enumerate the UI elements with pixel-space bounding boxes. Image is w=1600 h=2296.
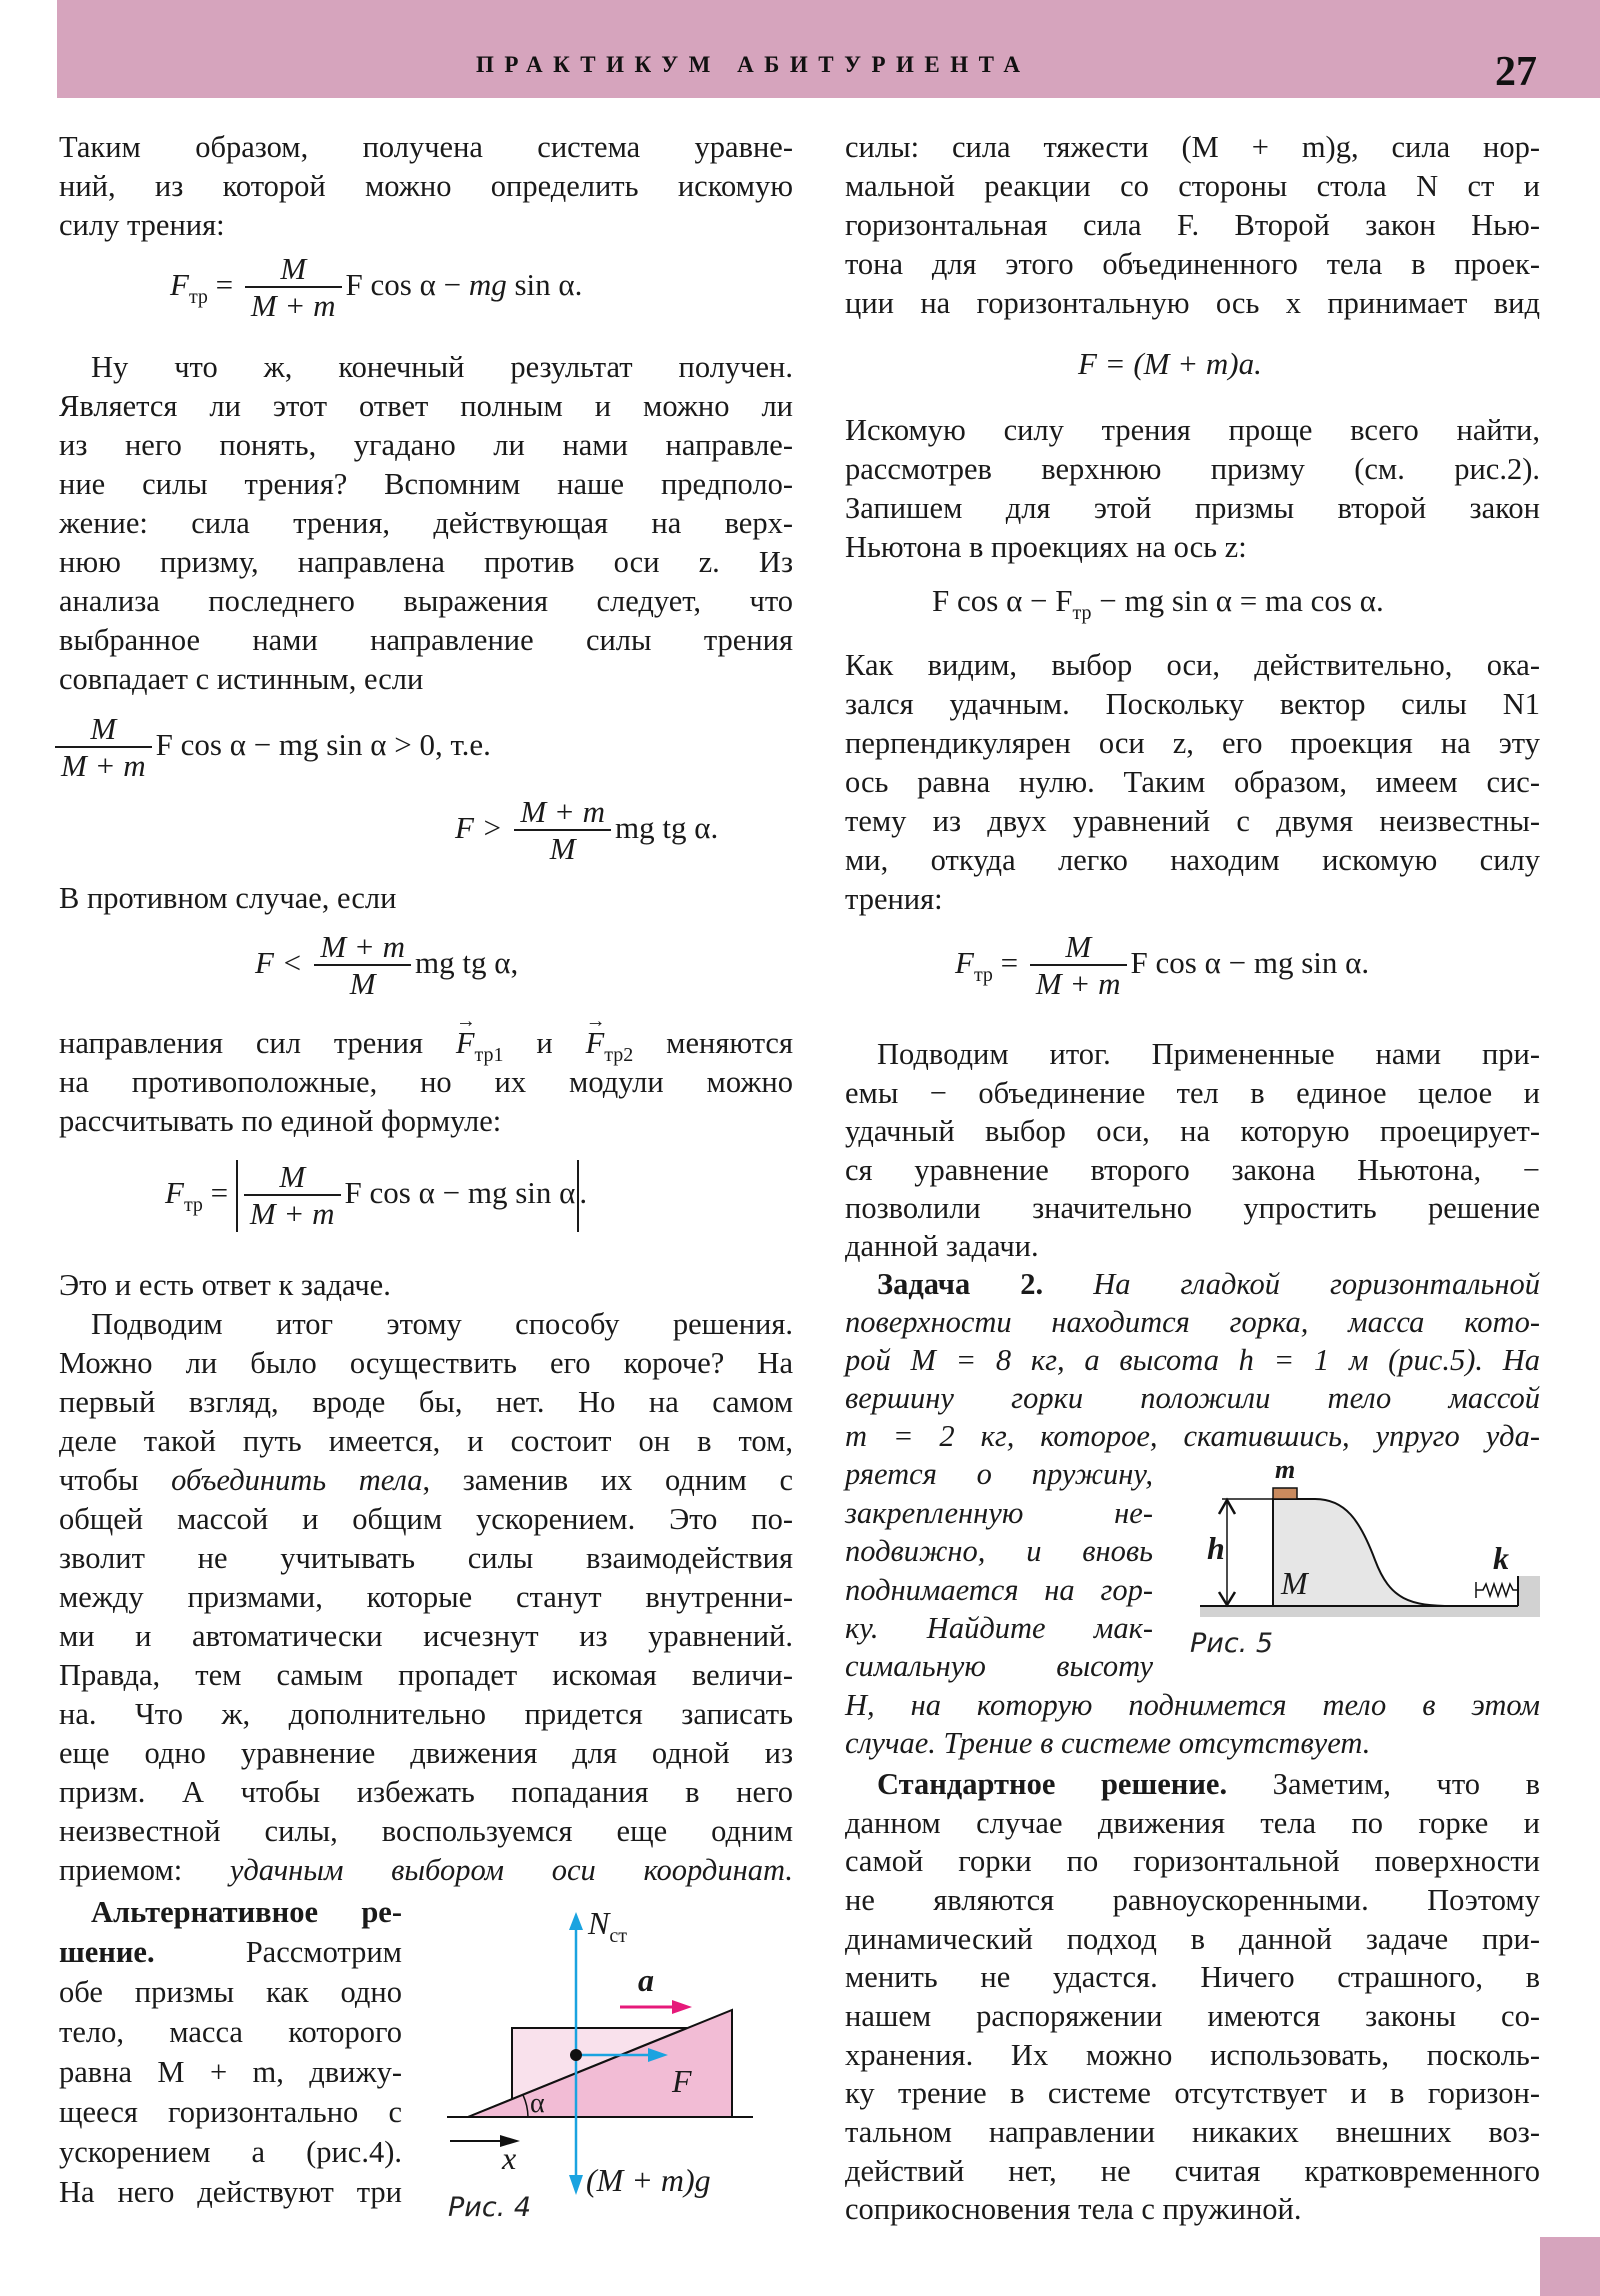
equation-friction: $F_{тр}$ = $\frac{M}{M + m}$ F cos α − mg sin α. [170,251,583,323]
text-line: жение: сила трения, действующая на верх- [59,506,793,540]
eq-rest: sin α. [506,267,583,303]
text-span: меняются [633,1026,793,1060]
page-number: 27 [1495,49,1537,95]
text-line: горизонтальная сила F. Второй закон Нью- [845,208,1540,242]
text-line: H, на которую поднимется тело в этом [845,1688,1540,1722]
numerator: M [279,1159,306,1194]
text-line: на. Что ж, дополнительно придется записать [59,1697,793,1731]
text-line: закрепленную не- [845,1496,1153,1530]
text-line: силу трения: [59,208,225,242]
text-span: , заменив их одним с [422,1463,793,1497]
text-line: ми и автоматически исчезнут из уравнений. [59,1619,793,1653]
label-normal-force [588,1905,627,1948]
text-line: еще одно уравнение движения для одной из [59,1736,793,1770]
text-line: данном случае движения тела по горке и [845,1806,1540,1840]
fraction [244,1160,341,1232]
text-line: самой горки по горизонтальной поверхности [845,1844,1540,1878]
eq-lhs: F < [255,945,303,981]
inequality-3 [255,930,518,1002]
text-span: Рассмотрим [245,1935,402,1969]
eq-subscript: тр [188,286,208,309]
bold-heading: шение. [59,1935,155,1969]
text-line: общей массой и общим ускорением. Это по- [59,1502,793,1536]
text-line: Подводим итог. Примененные нами при- [877,1037,1540,1071]
text-line: равна M + m, движу- [59,2055,402,2089]
header-title: ПРАКТИКУМ АБИТУРИЕНТА [476,52,1031,77]
text-line: неизвестной силы, воспользуемся еще одним [59,1814,793,1848]
text-line: поднимается на гор- [845,1573,1153,1607]
label-force: F [672,2063,692,2099]
numerator: M [280,251,307,286]
numerator: M [1065,929,1092,964]
vector-symbol: → F [456,1025,475,1061]
text-span: и [503,1026,586,1060]
text-line: мальной реакции со стороны стола N ст и [845,169,1540,203]
text-line: Искомую силу трения проще всего найти, [845,413,1540,447]
text-line: m = 2 кг, которое, скатившись, упруго уда- [845,1419,1540,1453]
text-line: Является ли этот ответ полным и можно ли [59,389,793,423]
figure-5-caption: Рис. 5 [1190,1628,1274,1659]
page-corner-tab [1540,2237,1600,2296]
eq-rest: F cos α − [345,267,469,303]
figure-4-caption: Рис. 4 [448,2192,532,2223]
label-spring-constant: k [1493,1540,1509,1576]
text-line: Ньютона в проекциях на ось z: [845,530,1247,564]
text-line [59,1025,793,1066]
text-line: Ну что ж, конечный результат получен. [91,350,793,384]
text-line: ми, откуда легко находим искомую силу [845,843,1540,877]
eq-subscript: тр [183,1194,203,1217]
task2-heading-line [845,1266,1540,1302]
alt-heading [91,1894,402,1930]
text-line: тему из двух уравнений с двумя неизвестны- [845,804,1540,838]
text-line [59,1462,793,1498]
text-line: случае. Трение в системе отсутствует. [845,1726,1371,1760]
subscript: тр1 [474,1044,504,1066]
text-line: динамический подход в данной задаче при- [845,1922,1540,1956]
denominator: M + m [244,1194,341,1232]
text-line: совпадает с истинным, если [59,662,424,696]
text-line: ось равна нулю. Таким образом, имеем сис- [845,765,1540,799]
denominator: M [514,829,611,867]
numerator: M + m [520,794,605,829]
eq-rest: F cos α − mg sin α > 0, т.е. [155,727,491,763]
label-small-mass: m [1275,1455,1296,1484]
eq-rest: F cos α − mg sin α. [1130,945,1370,981]
eq-rest: mg [468,267,507,303]
text-span: чтобы [59,1463,172,1497]
label-text: N [588,1905,610,1941]
text-line: ние силы трения? Вспомним наше предполо- [59,467,793,501]
equation-newton-x: F = (M + m)a. [1078,346,1262,381]
text-line: зволит не учитывать силы взаимодействия [59,1541,793,1575]
fraction [514,795,611,867]
inequality-2 [455,795,718,867]
text-span: направления сил трения [59,1026,456,1060]
task-label: Задача 2. [877,1267,1044,1301]
text-line: Как видим, выбор оси, действительно, ока- [845,648,1540,682]
text-line: щееся горизонтально с [59,2095,402,2129]
text-line: симальную высоту [845,1649,1153,1683]
eq-rest: F cos α − mg sin α [344,1175,576,1211]
figure-5-hill [1195,1455,1545,1630]
eq-rest: mg tg α. [615,810,719,846]
denominator: M + m [245,286,342,324]
text-line: тело, масса которого [59,2015,402,2049]
equation-friction-result: $F_{тр}$ = $\frac{M}{M + m}$ F cos α − mg sin α. [955,929,1370,1001]
text-line: рой M = 8 кг, а высота h = 1 м (рис.5). На [845,1343,1540,1377]
denominator: M + m [1030,964,1127,1002]
text-line: ку трение в системе отсутствует и в горизон- [845,2076,1540,2110]
text-line: ускорением a (рис.4). [59,2135,402,2169]
text-line: Правда, тем самым пропадет искомая величи- [59,1658,793,1692]
text-line: не являются равноускоренными. Поэтому [845,1883,1540,1917]
text-line: силы: сила тяжести (M + m)g, сила нор- [845,130,1540,164]
text-line: действий нет, не считая кратковременного [845,2154,1540,2188]
text-line: Запишем для этой призмы второй закон [845,491,1540,525]
label-acceleration: a [638,1962,654,1998]
eq-subscript: тр [973,964,993,987]
text-line: рассчитывать по единой формуле: [59,1104,502,1138]
label-gravity: (M + m)g [586,2162,711,2198]
emphasis: объединить тела [171,1463,423,1497]
text-line: из него понять, угадано ли нами направле- [59,428,793,462]
eq-symbol: F [955,945,974,981]
inequality-1 [55,712,491,784]
text-line: рассмотрев верхнюю призму (см. рис.2). [845,452,1540,486]
absolute-value [236,1160,579,1232]
emphasis: удачным выбором оси координат. [229,1853,793,1887]
text-line: тальном направлении никаких внешних воз- [845,2115,1540,2149]
text-line: Это и есть ответ к задаче. [59,1268,391,1302]
text-line: Подводим итог этому способу решения. [91,1307,793,1341]
text-line: тона для этого объединенного тела в проек- [845,247,1540,281]
text-line: перпендикулярен оси z, его проекция на эту [845,726,1540,760]
text-line: данной задачи. [845,1229,1039,1263]
fraction [245,252,342,324]
eq-subscript: тр [1072,602,1092,624]
text-line: между призмами, которые станут внутренни- [59,1580,793,1614]
equation-newton-z [932,583,1384,625]
text-line: ний, из которой можно определить искомую [59,169,793,203]
text-line: Таким образом, получена система уравне- [59,130,793,164]
fraction [55,712,152,784]
eq-rest: mg tg α, [415,945,519,981]
numerator: M [90,711,117,746]
denominator: M [314,964,411,1002]
text-line: поверхности находится горка, масса кото- [845,1305,1540,1339]
vector-symbol: → F [586,1025,605,1061]
text-line: емы − объединение тел в единое целое и [845,1076,1540,1110]
text-line: нюю призму, направлена против оси z. Из [59,545,793,579]
fraction [314,930,411,1002]
text-line: призм. А чтобы избежать попадания в него [59,1775,793,1809]
text-line: нашем распоряжении имеются законы со- [845,1999,1540,2033]
text-line: менить не удастся. Ничего страшного, в [845,1960,1540,1994]
text-line: ции на горизонтальную ось x принимает вид [845,286,1540,320]
label-x-axis: x [502,2140,517,2176]
text-line: соприкосновения тела с пружиной. [845,2192,1302,2226]
text-line: В противном случае, если [59,881,397,915]
task-text: На гладкой горизонтальной [1093,1267,1541,1301]
text-line: обе призмы как одно [59,1975,402,2009]
eq-lhs: F > [455,810,503,846]
text-line [59,1934,402,1970]
standard-solution-heading-line [845,1766,1540,1802]
label-subscript: ст [609,1925,627,1947]
label-angle: α [530,2088,545,2119]
text-line: Можно ли было осуществить его короче? На [59,1346,793,1380]
text-line: подвижно, и вновь [845,1534,1153,1568]
text-line: ряется о пружину, [845,1457,1153,1491]
text-span: Заметим, что в [1272,1767,1541,1801]
text-line: первый взгляд, вроде бы, нет. Но на самом [59,1385,793,1419]
label-big-mass: M [1281,1565,1308,1601]
text-line [59,1852,793,1888]
eq-symbol: F [170,267,189,303]
numerator: M + m [320,929,405,964]
text-line: На него действуют три [59,2175,402,2209]
fraction [1030,930,1127,1002]
eq-part: − mg sin α = ma cos α. [1091,583,1384,618]
eq-symbol: F [165,1175,184,1211]
subscript: тр2 [604,1044,634,1066]
text-line: анализа последнего выражения следует, что [59,584,793,618]
text-line: выбранное нами направление силы трения [59,623,793,657]
text-line: зался удачным. Поскольку вектор силы N1 [845,687,1540,721]
text-line: трения: [845,882,943,916]
text-line: позволили значительно упростить решение [845,1191,1540,1225]
text-line: деле такой путь имеется, и состоит он в том, [59,1424,793,1458]
denominator: M + m [55,746,152,784]
text-line: ку. Найдите мак- [845,1611,1153,1645]
equation-abs-friction: $F_{тр}$ = $\frac{M}{M + m}$ F cos α − mg sin α . [165,1159,588,1231]
text-line: на противоположные, но их модули можно [59,1065,793,1099]
text-line: хранения. Их можно использовать, посколь- [845,2038,1540,2072]
eq-part: F cos α − F [932,583,1073,618]
figure-4-prisms [440,1900,770,2230]
bold-heading: Стандартное решение. [877,1767,1228,1801]
text-line: удачный выбор оси, на которую проецирует- [845,1114,1540,1148]
label-height: h [1207,1530,1225,1566]
running-header [57,0,1600,98]
text-line: вершину горки положили тело массой [845,1381,1540,1415]
text-span: приемом: [59,1853,230,1887]
text-line: ся уравнение второго закона Ньютона, − [845,1153,1540,1187]
bold-heading: Альтернативное ре- [91,1895,402,1929]
